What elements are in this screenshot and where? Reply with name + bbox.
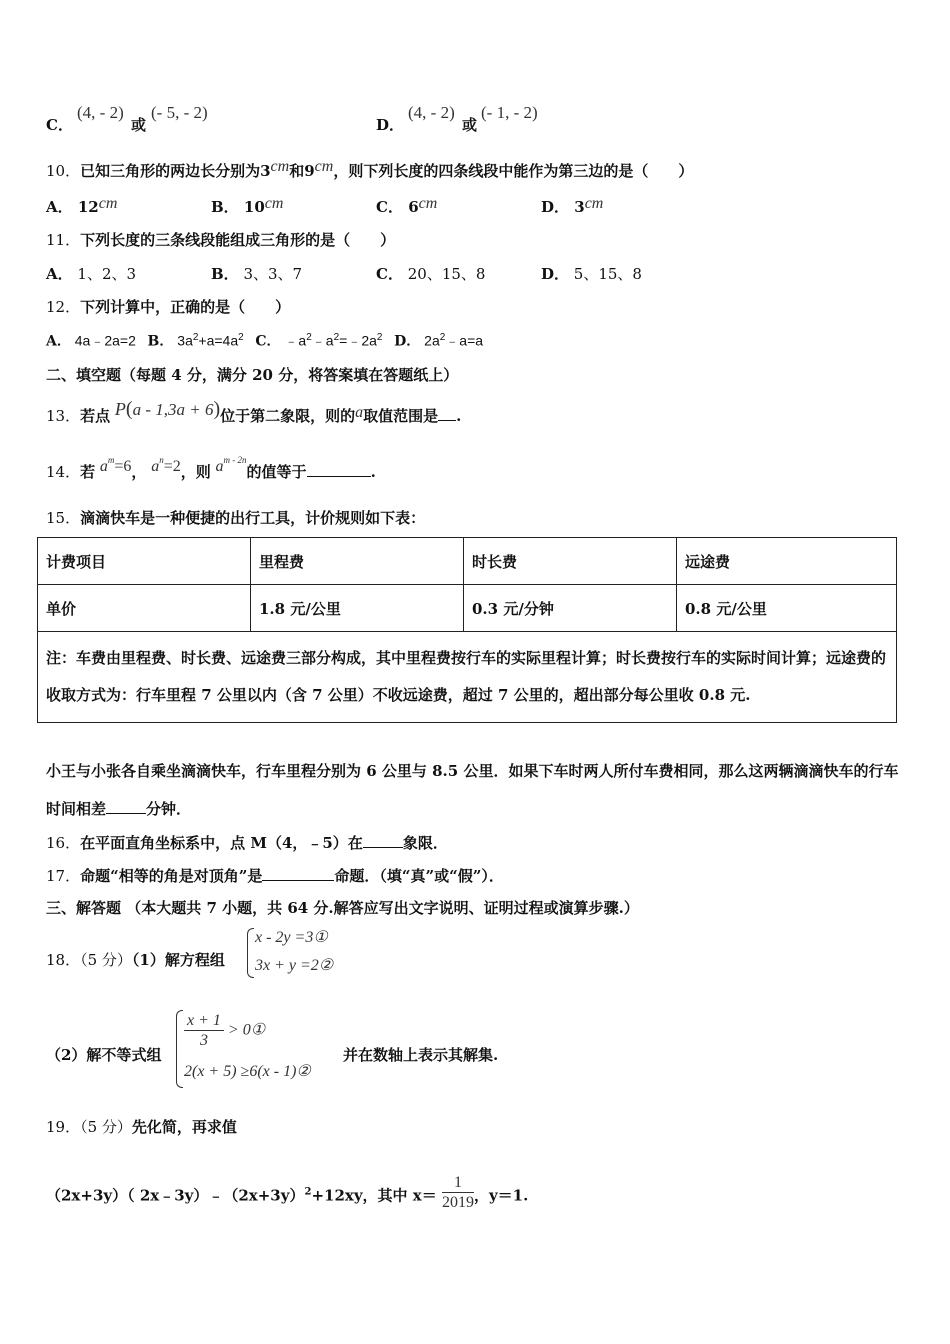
q10-option-b: B． 10cm [211, 195, 284, 216]
q9-option-d-label: D． [376, 116, 405, 134]
q18-part2-tail: 并在数轴上表示其解集. [343, 1046, 499, 1064]
q19-expression: （2x+3y）（ $2x﹣3y)﹣(2x+3y)^2+12xy$，其中 x＝ $\frac{1}{2019}$ ，y＝1. [46, 1174, 529, 1212]
equation-system-brace [247, 928, 254, 978]
table-header-cell: 时长费 [464, 538, 677, 585]
table-cell: 0.3 元/分钟 [464, 585, 677, 632]
q12-question: 12．下列计算中，正确的是（ ） [46, 298, 291, 316]
q9-option-c-or: 或 [131, 116, 147, 134]
q11-option-b: B． 3、3、7 [211, 265, 303, 283]
q11-option-a: A． 1、2、3 [46, 265, 137, 283]
table-header-cell: 计费项目 [38, 538, 251, 585]
q9-option-c-point2: (- 5, - 2) [151, 103, 208, 122]
q17-question: 17．命题“相等的角是对顶角”是 命题．（填“真”或“假”）． [46, 867, 504, 885]
q14-question: 14．若 $a^m=6$， $a^n=2$，则 $a^{m - 2n}$的值等于 . [46, 455, 376, 481]
table-cell: 0.8 元/公里 [677, 585, 897, 632]
table-header-cell: 远途费 [677, 538, 897, 585]
inequality-system-brace [176, 1010, 183, 1088]
table-cell: 1.8 元/公里 [251, 585, 464, 632]
q11-option-c: C． 20、15、8 [376, 265, 486, 283]
q10-question: 10．已知三角形的两边长分别为3cm和9cm，则下列长度的四条线段中能作为第三边的是（ ） [46, 158, 694, 180]
q11-question: 11．下列长度的三条线段能组成三角形的是（ ） [46, 231, 396, 249]
q18-part2-label: （2）解不等式组 [46, 1046, 162, 1064]
section-2-heading: 二、填空题（每题 4 分，满分 20 分，将答案填在答题纸上） [46, 366, 459, 384]
table-note-row [38, 632, 897, 723]
q11-option-d: D． 5、15、8 [541, 265, 642, 283]
q15-after-text: 小王与小张各自乘坐滴滴快车，行车里程分别为 6 公里与 8.5 公里．如果下车时两人所付车费相同，那么这两辆滴滴快车的行车时间相差 分钟． [46, 762, 899, 818]
table-header-cell: 里程费 [251, 538, 464, 585]
q18-part1: 18．（5 分）（1）解方程组 [46, 951, 225, 969]
section-3-heading: 三、解答题 （本大题共 7 小题，共 64 分.解答应写出文字说明、证明过程或演算步骤.） [46, 899, 639, 917]
q10-option-a: A． 12cm [46, 195, 118, 216]
table-cell: 单价 [38, 585, 251, 632]
q10-option-c: C． 6cm [376, 195, 438, 216]
equation-1: x - 2y =3① [255, 929, 328, 946]
q19-question: 19．（5 分）先化简，再求值 [46, 1118, 237, 1136]
inequality-2: 2(x + 5) ≥6(x - 1)② [184, 1063, 311, 1080]
q15-question: 15．滴滴快车是一种便捷的出行工具，计价规则如下表： [46, 509, 426, 527]
table-note: 注：车费由里程费、时长费、远途费三部分构成，其中里程费按行车的实际里程计算；时长费按行车的实际时间计算；远途费的收取方式为：行车里程 7 公里以内（含 7 公里）不收远途费，超过 7 公里的，超出部分每公里收 0.8 元. [38, 632, 897, 723]
q16-question: 16．在平面直角坐标系中，点 M（4，﹣5）在 象限． [46, 834, 448, 852]
q13-question: 13．若点 P(a - 1,3a + 6)位于第二象限，则的a取值范围是 . [46, 398, 462, 425]
q9-option-d-point2: (- 1, - 2) [481, 103, 538, 122]
table-header-row [38, 538, 897, 585]
q12-options: A． 4a﹣2a=2 B． $3a^2+a=4a^2$ C． $﹣a^2﹣a^2=﹣2a^2$ D． $2a^2﹣a=a$ [46, 332, 484, 350]
inequality-1: $\frac{x + 1}{3}$ > 0① [184, 1011, 265, 1050]
equation-2: 3x + y =2② [255, 957, 334, 974]
q10-option-d: D． 3cm [541, 195, 604, 216]
fare-table [37, 537, 897, 723]
q9-option-d-point1: (4, - 2) [408, 103, 455, 122]
q9-option-c-label: C． [46, 116, 73, 134]
table-row [38, 585, 897, 632]
q9-option-d-or: 或 [462, 116, 478, 134]
q9-option-c-point1: (4, - 2) [77, 103, 124, 122]
